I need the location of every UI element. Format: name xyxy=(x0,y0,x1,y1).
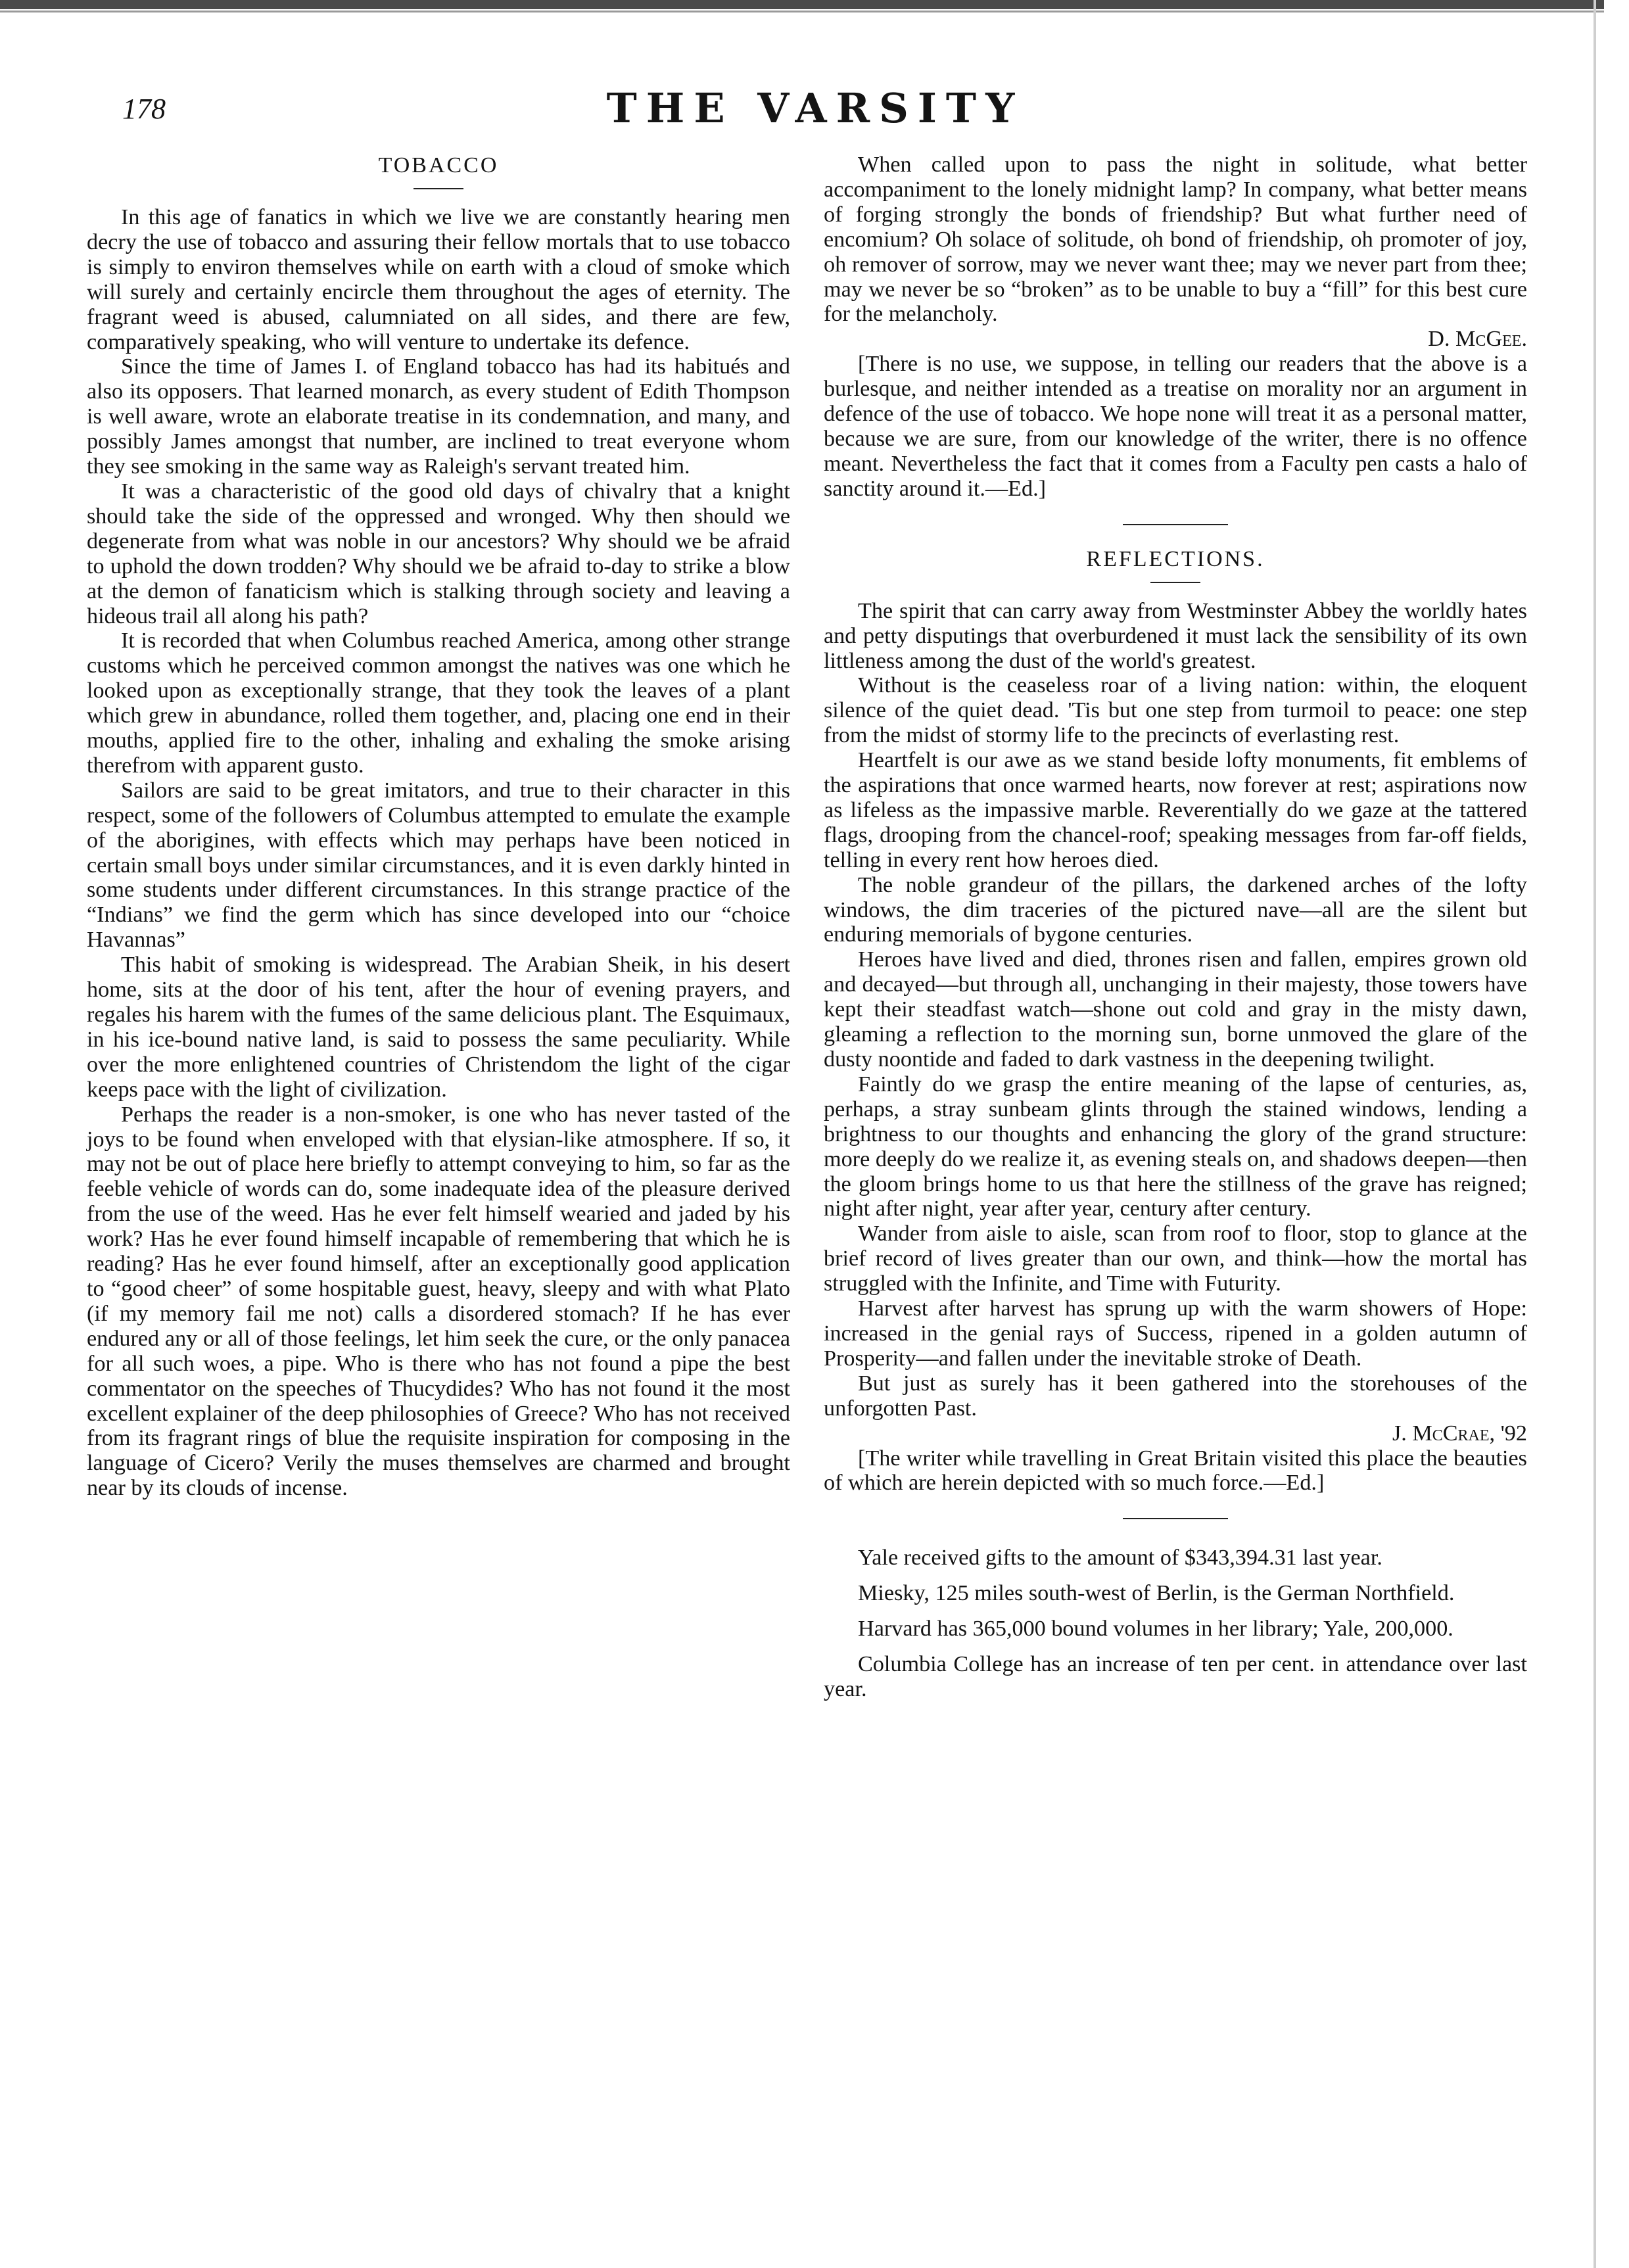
tobacco-paragraph-continued: When called upon to pass the night in solitude, what better accompaniment to the lonely midnight lamp? In company, what better means of forging strongly the bonds of friendship? But what further need of encomium? Oh solace of solitude, oh bond of friendship, oh promoter of joy, oh remover of sorrow, may we never want thee; may we never part from thee; may we never be so “broken” as to be unable to buy a “fill” for this best cure for the melancholy. xyxy=(824,153,1527,327)
title-rule xyxy=(413,188,463,189)
tobacco-paragraph: This habit of smoking is widespread. The Arabian Sheik, in his desert home, sits at the door of his tent, after the hour of evening prayers, and regales his harem with the fumes of the same delicious plant. The Esquimaux, in his ice-bound native land, is said to possess the same peculiarity. While over the more enlightened countries of Christendom the light of the cigar keeps pace with the light of civilization. xyxy=(87,953,790,1102)
news-item: Harvard has 365,000 bound volumes in her library; Yale, 200,000. xyxy=(858,1617,1453,1642)
left-column xyxy=(87,153,790,1501)
tobacco-paragraph: Since the time of James I. of England tobacco has had its habitués and also its opposers. That learned monarch, as every student of Edith Thompson is well aware, wrote an elaborate treatise in its condemnation, and many, and possibly James amongst that number, are inclined to treat everyone whom they see smoking in the same way as Raleigh's servant treated him. xyxy=(87,354,790,479)
top-border-rule xyxy=(0,0,1604,9)
article-signature xyxy=(824,1421,1527,1446)
reflections-paragraph: The noble grandeur of the pillars, the darkened arches of the lofty windows, the dim traceries of the pictured nave—all are the silent but enduring memorials of bygone centuries. xyxy=(824,872,1527,947)
page-number: 178 xyxy=(122,93,166,125)
news-item: Miesky, 125 miles south-west of Berlin, is the German Northfield. xyxy=(858,1581,1455,1606)
reflections-paragraph: Faintly do we grasp the entire meaning of the lapse of centuries, as, perhaps, a stray sunbeam glints through the stained windows, lending a brightness to our thoughts and enhancing the glory of the grand structure: more deeply do we realize it, as evening steals on, and shadows deepen—then the gloom brings home to us that here the stillness of the grave has reigned; night after night, year after year, century after century. xyxy=(824,1072,1527,1221)
signature-reflections: J. McCrae, '92 xyxy=(1392,1421,1527,1446)
article-title-tobacco: TOBACCO xyxy=(378,153,499,177)
reflections-paragraph: Heroes have lived and died, thrones risen and fallen, empires grown old and decayed—but through all, unchanging in their majesty, those towers have kept their steadfast watch—shone out cold and gray in the misty dawn, gleaming a reflection to the morning sun, borne unmoved the glare of the dusty noontide and faded to dark vastness in the deepening twilight. xyxy=(824,947,1527,1072)
news-items xyxy=(824,1546,1527,1702)
title-rule xyxy=(1150,582,1200,583)
editor-note: [The writer while travelling in Great Britain visited this place the beauties of which are herein depicted with so much force.—Ed.] xyxy=(824,1446,1527,1496)
reflections-paragraph: Wander from aisle to aisle, scan from roof to floor, stop to glance at the brief record of lives greater than our own, and think—how the mortal has struggled with the Infinite, and Time with Futurity. xyxy=(824,1221,1527,1296)
page-edge-shadow xyxy=(1594,0,1596,2268)
section-divider xyxy=(1123,1518,1228,1519)
section-divider xyxy=(1123,524,1228,525)
article-title-reflections: REFLECTIONS. xyxy=(1086,546,1265,571)
signature-tobacco: D. McGee. xyxy=(1428,327,1527,352)
tobacco-paragraph: It is recorded that when Columbus reached America, among other strange customs which he perceived common amongst the natives was one which he looked upon as exceptionally strange, that they took the leaves of a plant which grew in abundance, rolled them together, and, placing one end in their mouths, applied fire to the other, inhaling and exhaling the smoke arising therefrom with apparent gusto. xyxy=(87,628,790,778)
tobacco-paragraph: It was a characteristic of the good old days of chivalry that a knight should take the side of the oppressed and wronged. Why then should we degenerate from what was noble in our ancestors? Why should we be afraid to uphold the down trodden? Why should we be afraid to-day to strike a blow at the demon of fanaticism which is stalking through society and leaving a hideous trail all along his path? xyxy=(87,479,790,628)
news-item: Yale received gifts to the amount of $343,394.31 last year. xyxy=(858,1546,1382,1571)
reflections-paragraph: Without is the ceaseless roar of a living nation: within, the eloquent silence of the quiet dead. 'Tis but one step from turmoil to peace: one step from the midst of stormy life to the precincts of everlasting rest. xyxy=(824,673,1527,748)
article-signature xyxy=(824,327,1527,352)
news-item: Columbia College has an increase of ten per cent. in attendance over last year. xyxy=(824,1652,1527,1701)
reflections-paragraph: Harvest after harvest has sprung up with the warm showers of Hope: increased in the genial rays of Success, ripened in a golden autumn of Prosperity—and fallen under the inevitable stroke of Death. xyxy=(824,1296,1527,1371)
editor-note: [There is no use, we suppose, in telling our readers that the above is a burlesque, and neither intended as a treatise on morality nor an argument in defence of the use of tobacco. We hope none will treat it as a personal matter, because we are sure, from our knowledge of the writer, there is no offence meant. Nevertheless the fact that it comes from a Faculty pen casts a halo of sanctity around it.—Ed.] xyxy=(824,352,1527,501)
tobacco-paragraph: In this age of fanatics in which we live we are constantly hearing men decry the use of tobacco and assuring their fellow mortals that to use tobacco is simply to environ themselves while on earth with a cloud of smoke which will surely and certainly encircle them throughout the ages of eternity. The fragrant weed is abused, calumniated on all sides, and there are few, comparatively speaking, who will venture to undertake its defence. xyxy=(87,205,790,354)
reflections-paragraph: But just as surely has it been gathered into the storehouses of the unforgotten Past. xyxy=(824,1371,1527,1421)
reflections-paragraph: Heartfelt is our awe as we stand beside lofty monuments, fit emblems of the aspirations that once warmed hearts, now forever at rest; aspirations now as lifeless as the impassive marble. Reverentially do we gaze at the tattered flags, drooping from the chancel-roof; speaking messages from far-off fields, telling in every rent how heroes died. xyxy=(824,748,1527,872)
masthead-title: THE VARSITY xyxy=(606,84,1024,132)
tobacco-paragraph: Perhaps the reader is a non-smoker, is one who has never tasted of the joys to be found when enveloped with that elysian-like atmosphere. If so, it may not be out of place here briefly to attempt conveying to him, so far as the feeble vehicle of words can do, some inadequate idea of the pleasure derived from the use of the weed. Has he ever felt himself wearied and jaded by his work? Has he ever found himself incapable of remembering that which he is reading? Has he ever found himself, after an exceptionally good application to “good cheer” of some hospitable guest, heavy, sleepy and with what Plato (if my memory fail me not) calls a disordered stomach? If he has ever endured any or all of those feelings, let him seek the cure, or the only panacea for all such woes, a pipe. Who is there who has not found a pipe the best commentator on the speeches of Thucydides? Who has not found it the most excellent explainer of the deep philosophies of Greece? Who has not received from its fragrant rings of blue the requisite inspiration for composing in the language of Cicero? Verily the muses themselves are charmed and brought near by its clouds of incense. xyxy=(87,1102,790,1501)
tobacco-paragraph: Sailors are said to be great imitators, and true to their character in this respect, some of the followers of Columbus attempted to emulate the example of the aborigines, with effects which may perhaps have been noticed in certain small boys under similar circumstances, and it is even darkly hinted in some students under different circumstances. In this strange practice of the “Indians” we find the germ which has since developed into our “choice Havannas” xyxy=(87,778,790,953)
right-column xyxy=(824,153,1527,1713)
top-border-rule-thin xyxy=(0,11,1604,12)
reflections-paragraph: The spirit that can carry away from Westminster Abbey the worldly hates and petty disputings that overburdened it must lack the sensibility of its own littleness among the dust of the world's greatest. xyxy=(824,598,1527,673)
